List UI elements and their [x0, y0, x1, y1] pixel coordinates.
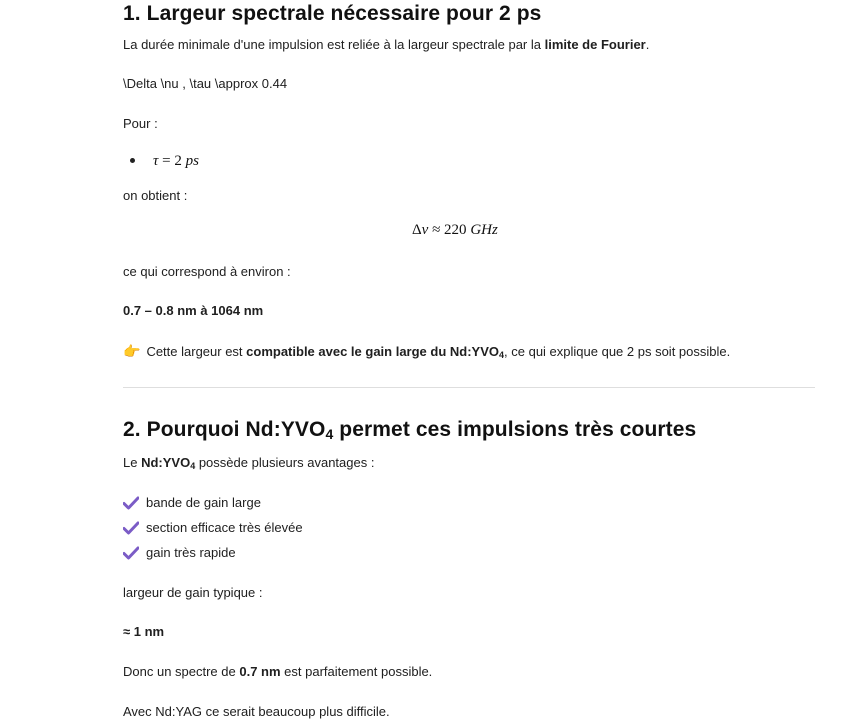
gain-width-value: ≈ 1 nm [123, 624, 165, 639]
wavelength-range: 0.7 – 0.8 nm à 1064 nm [123, 303, 264, 318]
pointing-hand-icon: 👉 [123, 343, 141, 359]
raw-formula-text: \Delta \nu , \tau \approx 0.44 [123, 76, 288, 91]
advantage-item: bande de gain large [123, 494, 261, 512]
section-2-heading: 2. Pourquoi $Nd:YVO_4$ permet ces impulsions très courtes [123, 418, 697, 442]
check-mark-icon [123, 521, 139, 535]
delta-nu-display-equation: Δν ≈ 220 GHz [412, 222, 498, 238]
tau-equation: τ = 2 ps [153, 153, 199, 169]
advantage-item: gain très rapide [123, 544, 236, 562]
fourier-limit-term: limite de Fourier [544, 37, 646, 52]
tau-bullet-item [130, 152, 199, 170]
spectrum-conclusion: Donc un spectre de 0.7 nm est parfaitement possible. [123, 664, 433, 679]
corresponds-label: ce qui correspond à environ : [123, 264, 291, 279]
check-mark-icon [123, 546, 139, 560]
pour-label: Pour : [123, 116, 158, 131]
check-mark-icon [123, 496, 139, 510]
on-obtient-label: on obtient : [123, 188, 188, 203]
yag-comparison-note: Avec Nd:YAG ce serait beaucoup plus difficile. [123, 704, 390, 719]
section-1-heading: 1. Largeur spectrale nécessaire pour 2 ps [123, 2, 542, 25]
compatibility-note: 👉 Cette largeur est compatible avec le gain large du $Nd:YVO_4$, ce qui explique que 2 ps soit possible. [123, 343, 731, 360]
fourier-intro-paragraph: La durée minimale d'une impulsion est reliée à la largeur spectrale par la limite de Fourier. [123, 37, 650, 52]
section-divider [123, 387, 815, 388]
bullet-dot-icon [130, 158, 135, 163]
advantage-item: section efficace très élevée [123, 519, 303, 537]
advantages-intro: Le $Nd:YVO_4$ possède plusieurs avantages : [123, 455, 375, 471]
gain-width-label: largeur de gain typique : [123, 585, 263, 600]
